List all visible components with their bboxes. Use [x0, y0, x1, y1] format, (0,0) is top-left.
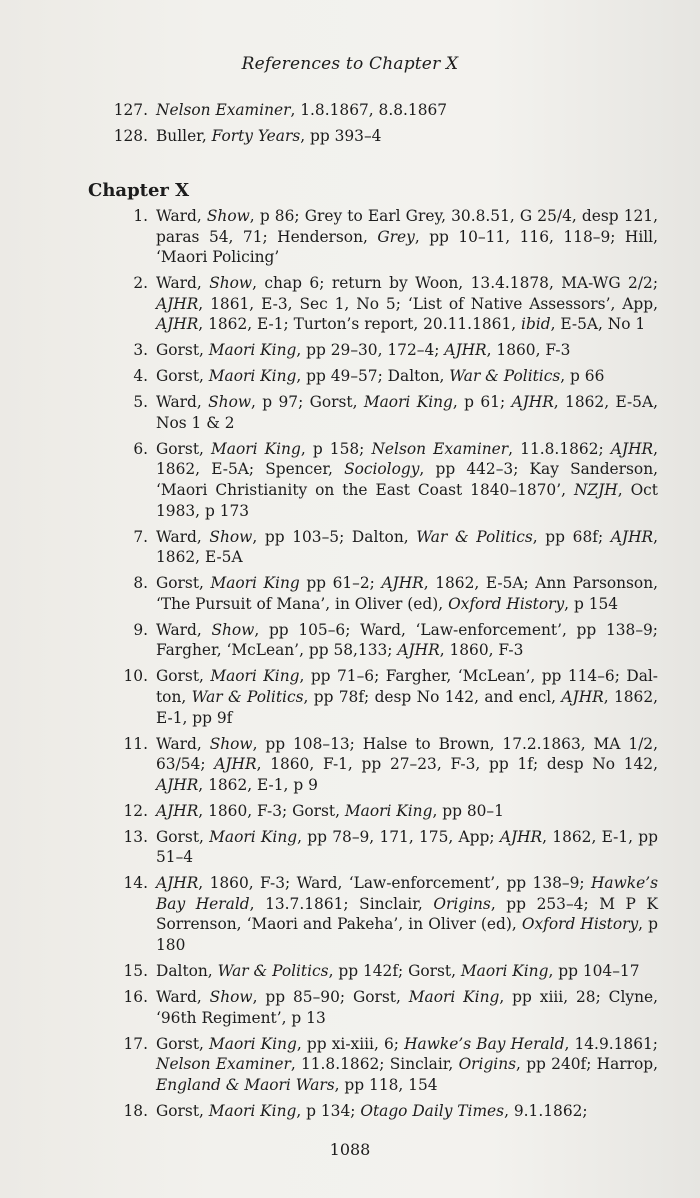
reference-entry	[88, 573, 658, 614]
italic-title: Show	[211, 620, 255, 639]
text-run: Ward,	[156, 274, 210, 293]
text-run: Gorst,	[156, 827, 210, 846]
text-run: , pp 68f;	[532, 527, 611, 546]
text-run: , 9.1.1862;	[504, 1101, 588, 1120]
reference-number: 18.	[123, 1101, 148, 1120]
italic-title: AJHR	[156, 315, 199, 334]
reference-entry	[88, 734, 658, 796]
italic-title: Maori King	[363, 393, 453, 412]
reference-number: 7.	[133, 527, 148, 546]
italic-title: Origins	[458, 1055, 517, 1074]
text-run: Ward,	[156, 988, 210, 1007]
reference-entry	[88, 100, 658, 121]
reference-entry	[88, 873, 658, 955]
italic-title: Maori King	[210, 574, 300, 593]
text-run: , pp 253–4; M P K Sorrenson, ‘Maori and Pakeha’, in Oliver (ed),	[156, 894, 658, 934]
previous-chapter-references	[88, 100, 658, 151]
reference-entry	[88, 392, 658, 433]
text-run: , 11.8.1862;	[508, 439, 611, 458]
text-run: Gorst,	[156, 1034, 210, 1053]
text-run: , 1860, F-3	[439, 641, 524, 660]
reference-text	[156, 961, 658, 982]
page-number: 1088	[329, 1140, 371, 1159]
text-run: Ward,	[156, 207, 207, 225]
italic-title: AJHR	[156, 775, 199, 794]
text-run: , 1862, E-5A, Nos 1 & 2	[156, 393, 658, 432]
text-run: Gorst,	[156, 341, 209, 360]
italic-title: War & Politics	[191, 687, 304, 706]
italic-title: Nelson Examiner	[156, 101, 291, 119]
reference-text	[156, 527, 658, 568]
text-run: , pp 80–1	[432, 801, 504, 820]
italic-title: Show	[209, 988, 253, 1007]
reference-entry	[88, 620, 658, 661]
italic-title: NZJH	[573, 481, 618, 500]
italic-title: AJHR	[156, 294, 199, 313]
text-run: , pp xi-xiii, 6;	[296, 1034, 405, 1053]
text-run: Gorst,	[156, 367, 209, 386]
reference-number: 128.	[113, 126, 148, 145]
text-run: , 1862, E-5A	[156, 527, 658, 567]
text-run: Ward,	[156, 393, 209, 412]
italic-title: England & Maori Wars	[156, 1075, 335, 1094]
italic-title: AJHR	[397, 641, 440, 660]
text-run: , 1862, E-1, pp 9f	[156, 687, 658, 727]
reference-entry	[88, 1101, 658, 1122]
text-run: , 1860, F-3; Ward, ‘Law-enforcement’, pp 138–9;	[198, 874, 591, 893]
text-run: , pp 103–5; Dalton,	[252, 527, 417, 546]
reference-text	[156, 340, 658, 361]
reference-entry	[88, 527, 658, 568]
text-run: , pp xiii, 28; Clyne, ‘96th Regiment’, p 13	[156, 988, 658, 1027]
text-run: , 14.9.1861;	[564, 1034, 658, 1053]
italic-title: Maori King	[209, 827, 298, 846]
reference-entry	[88, 366, 658, 387]
italic-title: AJHR	[499, 827, 543, 846]
reference-text	[156, 873, 658, 955]
italic-title: Show	[209, 274, 253, 293]
reference-number: 8.	[133, 574, 148, 593]
text-run: , 11.8.1862; Sinclair,	[290, 1055, 459, 1074]
reference-number: 2.	[133, 274, 148, 293]
text-run: , pp 78f; desp No 142, and encl,	[303, 687, 562, 706]
italic-title: AJHR	[511, 393, 554, 412]
italic-title: Maori King	[208, 341, 297, 360]
italic-title: Nelson Examiner	[371, 439, 509, 458]
text-run: , 1862, E-5A; Ann Parsonson, ‘The Pursuit of Mana’, in Oliver (ed),	[156, 574, 658, 613]
text-run: , pp 105–6; Ward, ‘Law-enforcement’, pp 138–9; Fargher, ‘McLean’, pp 58,133;	[156, 620, 658, 660]
reference-number: 17.	[123, 1034, 148, 1053]
italic-title: Show	[209, 734, 253, 753]
text-run: , 1862, E-5A; Spencer,	[156, 439, 658, 479]
running-head: References to Chapter X	[241, 54, 459, 74]
italic-title: AJHR	[156, 874, 199, 893]
italic-title: War & Politics	[416, 527, 533, 546]
reference-text	[156, 1101, 658, 1122]
text-run: Gorst,	[156, 667, 211, 686]
reference-entry	[88, 439, 658, 521]
reference-entry	[88, 987, 658, 1028]
text-run: Gorst,	[156, 574, 211, 593]
italic-title: Hawke’s Bay Herald	[156, 874, 658, 913]
italic-title: AJHR	[610, 527, 654, 546]
italic-title: Otago Daily Times	[360, 1101, 505, 1120]
italic-title: ibid	[521, 315, 551, 334]
text-run: , chap 6; return by Woon, 13.4.1878, MA-WG 2/2;	[252, 274, 659, 293]
italic-title: Show	[208, 393, 252, 412]
reference-number: 12.	[123, 801, 148, 820]
italic-title: AJHR	[214, 755, 257, 774]
text-run: , 1862, E-1, p 9	[198, 775, 318, 794]
text-run: Gorst,	[156, 1101, 209, 1120]
italic-title: AJHR	[444, 341, 487, 360]
reference-text	[156, 573, 658, 614]
text-run: , 1861, E-3, Sec 1, No 5; ‘List of Native Assessors’, App,	[198, 294, 658, 313]
italic-title: Maori King	[210, 667, 300, 686]
text-run: Gorst,	[156, 439, 212, 458]
reference-text	[156, 100, 658, 121]
reference-entry	[88, 827, 658, 868]
text-run: , 1860, F-1, pp 27–23, F-3, pp 1f; desp No 142,	[256, 755, 658, 774]
italic-title: Forty Years	[211, 126, 301, 145]
reference-entry	[88, 340, 658, 361]
italic-title: Origins	[433, 894, 491, 913]
text-run: , 1862, E-1, pp 51–4	[156, 827, 658, 867]
text-run: , p 134;	[296, 1101, 361, 1120]
italic-title: Nelson Examiner	[156, 1055, 291, 1074]
reference-number: 14.	[123, 874, 148, 893]
italic-title: AJHR	[561, 687, 604, 706]
text-run: , E-5A, No 1	[550, 315, 646, 334]
reference-text	[156, 801, 658, 822]
italic-title: War & Politics	[449, 367, 561, 386]
italic-title: Maori King	[460, 962, 549, 981]
italic-title: Oxford History	[521, 915, 639, 934]
text-run: Ward,	[156, 527, 210, 546]
text-run: , p 66	[560, 367, 605, 386]
reference-number: 3.	[133, 341, 148, 360]
text-run: , p 86; Grey to Earl Grey, 30.8.51, G 25/4, desp 121, paras 54, 71; Henderson,	[156, 207, 658, 246]
reference-entry	[88, 206, 658, 268]
text-run: Ward,	[156, 734, 210, 753]
text-run: , pp 104–17	[548, 962, 640, 981]
text-run: , p 158;	[300, 439, 372, 458]
text-run: , 1860, F-3	[486, 341, 571, 360]
reference-text	[156, 273, 658, 335]
italic-title: AJHR	[381, 574, 424, 593]
reference-text	[156, 1034, 658, 1096]
italic-title: AJHR	[156, 801, 199, 820]
text-run: , pp 393–4	[300, 126, 382, 145]
reference-number: 9.	[133, 620, 148, 639]
reference-text	[156, 827, 658, 868]
reference-entry	[88, 801, 658, 822]
reference-number: 1.	[133, 207, 148, 225]
italic-title: Hawke’s Bay Herald	[404, 1034, 565, 1053]
italic-title: Show	[209, 527, 253, 546]
reference-entry	[88, 961, 658, 982]
text-run: pp 61–2;	[299, 574, 382, 593]
text-run: , p 61;	[452, 393, 512, 412]
italic-title: Maori King	[208, 1101, 297, 1120]
reference-text	[156, 666, 658, 728]
reference-number: 13.	[123, 827, 148, 846]
reference-number: 6.	[133, 439, 148, 458]
reference-number: 10.	[123, 667, 148, 686]
text-run: Dalton,	[156, 962, 218, 981]
reference-number: 5.	[133, 393, 148, 412]
text-run: , pp 442–3; Kay Sanderson, ‘Maori Christianity on the East Coast 1840–1870’,	[156, 460, 658, 500]
italic-title: War & Politics	[217, 962, 329, 981]
chapter-heading: Chapter X	[88, 180, 190, 201]
reference-text	[156, 392, 658, 433]
italic-title: Oxford History	[448, 594, 565, 613]
text-run: , pp 78–9, 171, 175, App;	[297, 827, 500, 846]
reference-number: 11.	[123, 734, 148, 753]
reference-entry	[88, 1034, 658, 1096]
text-run: , Oct 1983, p 173	[156, 481, 658, 520]
reference-number: 16.	[123, 988, 148, 1007]
italic-title: Grey	[377, 227, 415, 246]
reference-number: 4.	[133, 367, 148, 386]
italic-title: AJHR	[610, 439, 654, 458]
text-run: , 1862, E-1; Turton’s report, 20.11.1861,	[198, 315, 522, 334]
text-run: , 1.8.1867, 8.8.1867	[290, 101, 448, 119]
reference-text	[156, 987, 658, 1028]
italic-title: Sociology	[344, 460, 420, 479]
italic-title: Show	[206, 207, 250, 225]
italic-title: Maori King	[208, 367, 297, 386]
reference-entry	[88, 273, 658, 335]
reference-text	[156, 206, 658, 268]
italic-title: Maori King	[408, 988, 500, 1007]
text-run: , pp 49–57; Dalton,	[296, 367, 450, 386]
reference-text	[156, 126, 658, 147]
italic-title: Maori King	[211, 439, 301, 458]
text-run: , pp 71–6; Fargher, ‘McLean’, pp 114–6; Dalton,	[156, 667, 658, 706]
text-run: , p 180	[156, 915, 658, 955]
text-run: , pp 118, 154	[334, 1075, 438, 1094]
text-run: , p 154	[564, 594, 619, 613]
reference-text	[156, 439, 658, 521]
italic-title: Maori King	[209, 1034, 297, 1053]
reference-number: 15.	[123, 962, 148, 981]
reference-number: 127.	[113, 101, 148, 119]
text-run: Buller,	[156, 126, 212, 145]
chapter-references	[88, 206, 658, 1127]
reference-entry	[88, 666, 658, 728]
reference-text	[156, 366, 658, 387]
text-run: , pp 108–13; Halse to Brown, 17.2.1863, MA 1/2, 63/54;	[156, 734, 658, 774]
text-run: , 13.7.1861; Sinclair,	[249, 894, 434, 913]
reference-text	[156, 620, 658, 661]
text-run: , pp 10–11, 116, 118–9; Hill, ‘Maori Policing’	[156, 227, 658, 267]
text-run: , pp 240f; Harrop,	[516, 1055, 658, 1074]
reference-entry	[88, 126, 658, 147]
text-run: , pp 85–90; Gorst,	[252, 988, 409, 1007]
reference-text	[156, 734, 658, 796]
text-run: Ward,	[156, 620, 212, 639]
text-run: , pp 142f; Gorst,	[328, 962, 461, 981]
italic-title: Maori King	[344, 801, 433, 820]
text-run: , pp 29–30, 172–4;	[296, 341, 445, 360]
text-run: , 1860, F-3; Gorst,	[198, 801, 345, 820]
text-run: , p 97; Gorst,	[251, 393, 364, 412]
